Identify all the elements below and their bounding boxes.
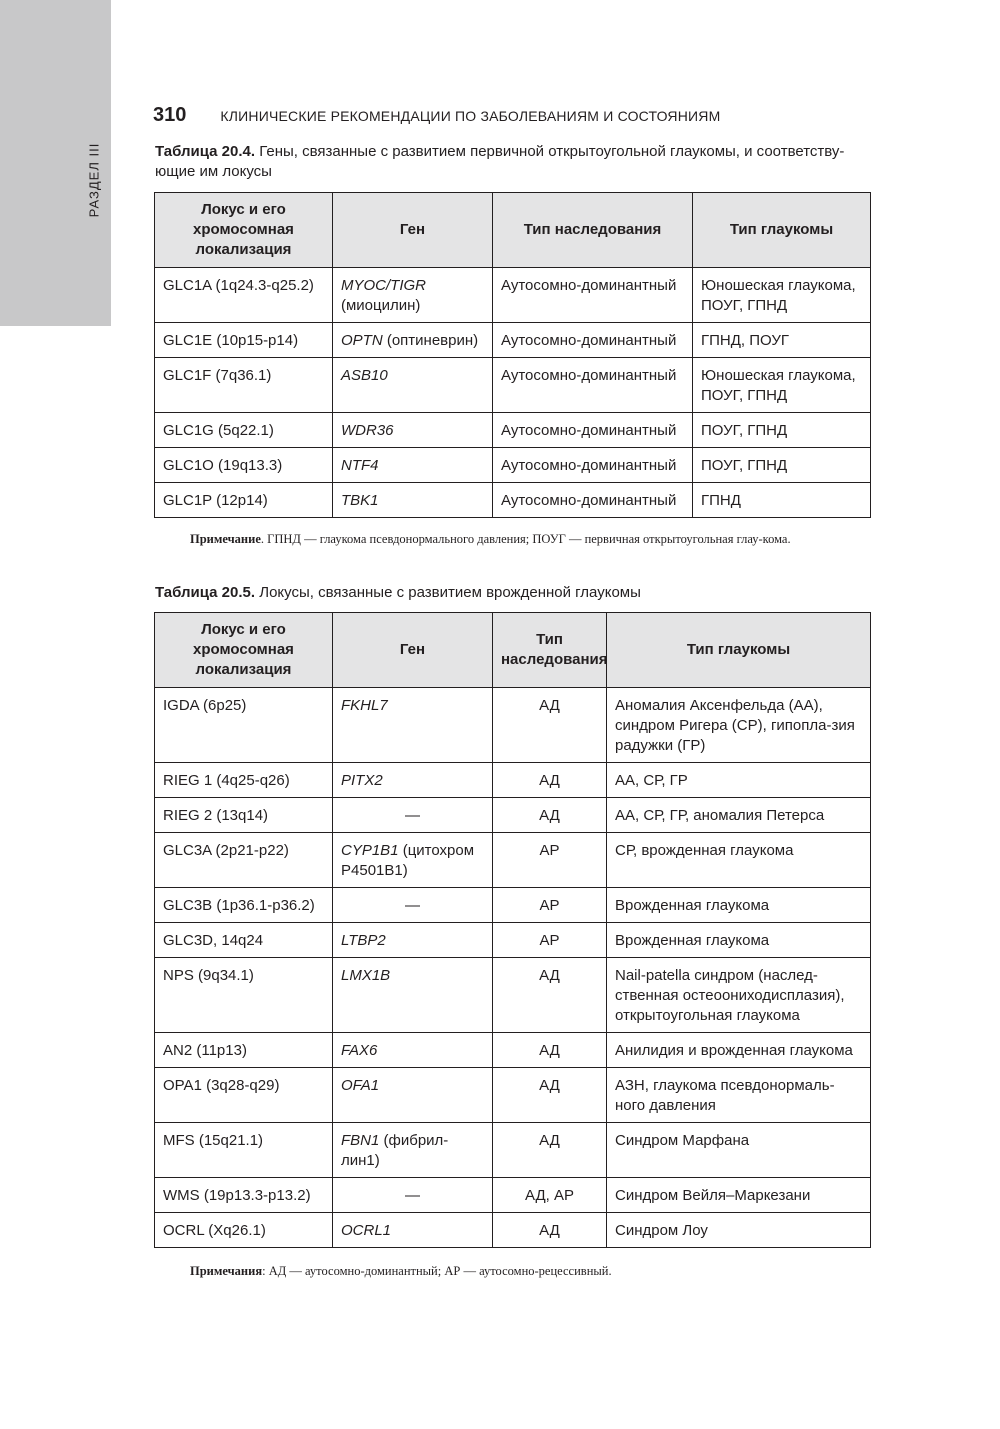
gene-protein-name: (миоцилин) xyxy=(341,297,421,314)
gene-cell xyxy=(333,958,493,1033)
table-row xyxy=(155,483,871,518)
table-20-4-caption-label: Таблица 20.4. xyxy=(155,143,256,160)
gene-protein-name: (цитохром P4501B1) xyxy=(341,842,475,879)
gene-symbol: PITX2 xyxy=(341,772,383,789)
table-row xyxy=(155,448,871,483)
gene-symbol: — xyxy=(405,897,420,914)
gene-symbol: CYP1B1 xyxy=(341,842,399,859)
column-header-glaucoma-type: Тип глаукомы xyxy=(607,613,871,688)
locus-cell: GLC1G (5q22.1) xyxy=(155,413,333,448)
inheritance-cell: АР xyxy=(493,923,607,958)
glaucoma-type-cell: ПОУГ, ГПНД xyxy=(693,413,871,448)
table-row xyxy=(155,888,871,923)
table-20-4 xyxy=(154,192,871,518)
gene-symbol: — xyxy=(405,807,420,824)
table-20-5-body xyxy=(155,688,871,1248)
glaucoma-type-cell: Юношеская глаукома, ПОУГ, ГПНД xyxy=(693,358,871,413)
glaucoma-type-cell: ПОУГ, ГПНД xyxy=(693,448,871,483)
gene-symbol: OFA1 xyxy=(341,1077,380,1094)
table-row xyxy=(155,923,871,958)
gene-symbol: LMX1B xyxy=(341,967,391,984)
gene-cell xyxy=(333,798,493,833)
column-header-locus: Локус и его хромосомная локализация xyxy=(155,193,333,268)
gene-symbol: FAX6 xyxy=(341,1042,378,1059)
gene-cell xyxy=(333,323,493,358)
table-header-row xyxy=(155,193,871,268)
table-20-4-note-text: . ГПНД — глаукома псевдонормального давления; ПОУГ — первичная открытоугольная глау-кома. xyxy=(260,532,791,546)
table-20-4-note-label: Примечание xyxy=(190,532,261,546)
locus-cell: IGDA (6p25) xyxy=(155,688,333,763)
gene-symbol: FBN1 xyxy=(341,1132,380,1149)
table-20-4-body xyxy=(155,268,871,518)
column-header-gene: Ген xyxy=(333,613,493,688)
gene-symbol: FKHL7 xyxy=(341,697,388,714)
locus-cell: GLC1A (1q24.3-q25.2) xyxy=(155,268,333,323)
gene-symbol: NTF4 xyxy=(341,457,379,474)
gene-cell xyxy=(333,923,493,958)
running-header-title: КЛИНИЧЕСКИЕ РЕКОМЕНДАЦИИ ПО ЗАБОЛЕВАНИЯМ И СОСТОЯНИЯМ xyxy=(220,108,721,124)
gene-cell xyxy=(333,413,493,448)
glaucoma-type-cell: ГПНД xyxy=(693,483,871,518)
glaucoma-type-cell: Аномалия Аксенфельда (АА), синдром Ригера (СР), гипопла-зия радужки (ГР) xyxy=(607,688,871,763)
glaucoma-type-cell: Анилидия и врожденная глаукома xyxy=(607,1033,871,1068)
table-20-5-caption-label: Таблица 20.5. xyxy=(155,584,256,601)
gene-cell xyxy=(333,1123,493,1178)
table-row xyxy=(155,1178,871,1213)
column-header-inheritance: Тип наследования xyxy=(493,193,693,268)
inheritance-cell: АД xyxy=(493,798,607,833)
gene-protein-name: (фибрил-лин1) xyxy=(341,1132,449,1169)
gene-symbol: TBK1 xyxy=(341,492,379,509)
inheritance-cell: АР xyxy=(493,888,607,923)
inheritance-cell: АД xyxy=(493,1033,607,1068)
locus-cell: GLC3D, 14q24 xyxy=(155,923,333,958)
locus-cell: GLC1P (12p14) xyxy=(155,483,333,518)
table-header-row xyxy=(155,613,871,688)
inheritance-cell: АД xyxy=(493,1068,607,1123)
locus-cell: MFS (15q21.1) xyxy=(155,1123,333,1178)
locus-cell: OPA1 (3q28-q29) xyxy=(155,1068,333,1123)
locus-cell: GLC1E (10p15-p14) xyxy=(155,323,333,358)
column-header-gene: Ген xyxy=(333,193,493,268)
table-row xyxy=(155,763,871,798)
inheritance-cell: АД xyxy=(493,688,607,763)
locus-cell: GLC3A (2p21-p22) xyxy=(155,833,333,888)
running-header xyxy=(153,104,720,127)
locus-cell: GLC1O (19q13.3) xyxy=(155,448,333,483)
glaucoma-type-cell: СР, врожденная глаукома xyxy=(607,833,871,888)
glaucoma-type-cell: Врожденная глаукома xyxy=(607,888,871,923)
table-20-5-caption-text: Локусы, связанные с развитием врожденной глаукомы xyxy=(255,584,641,601)
gene-symbol: OPTN xyxy=(341,332,383,349)
column-header-locus: Локус и его хромосомная локализация xyxy=(155,613,333,688)
table-row xyxy=(155,1123,871,1178)
table-row xyxy=(155,1213,871,1248)
table-row xyxy=(155,833,871,888)
locus-cell: RIEG 2 (13q14) xyxy=(155,798,333,833)
table-row xyxy=(155,1068,871,1123)
inheritance-cell: АД xyxy=(493,1123,607,1178)
inheritance-cell: Аутосомно-доминантный xyxy=(493,413,693,448)
glaucoma-type-cell: АА, СР, ГР, аномалия Петерса xyxy=(607,798,871,833)
locus-cell: GLC1F (7q36.1) xyxy=(155,358,333,413)
table-row xyxy=(155,413,871,448)
gene-symbol: — xyxy=(405,1187,420,1204)
table-20-4-note xyxy=(190,531,870,548)
table-20-5-note xyxy=(190,1263,870,1280)
column-header-inheritance: Тип наследования xyxy=(493,613,607,688)
inheritance-cell: АД xyxy=(493,1213,607,1248)
inheritance-cell: Аутосомно-доминантный xyxy=(493,323,693,358)
inheritance-cell: АР xyxy=(493,833,607,888)
table-20-5 xyxy=(154,612,871,1248)
table-20-4-caption xyxy=(155,142,870,182)
locus-cell: WMS (19p13.3-p13.2) xyxy=(155,1178,333,1213)
inheritance-cell: Аутосомно-доминантный xyxy=(493,483,693,518)
locus-cell: AN2 (11p13) xyxy=(155,1033,333,1068)
locus-cell: OCRL (Xq26.1) xyxy=(155,1213,333,1248)
gene-protein-name: (оптиневрин) xyxy=(382,332,479,349)
table-row xyxy=(155,358,871,413)
table-20-5-caption xyxy=(155,583,870,603)
gene-cell xyxy=(333,1068,493,1123)
gene-cell xyxy=(333,268,493,323)
table-20-5-note-text: : АД — аутосомно-доминантный; АР — аутосомно-рецессивный. xyxy=(262,1264,612,1278)
inheritance-cell: АД xyxy=(493,763,607,798)
column-header-glaucoma-type: Тип глаукомы xyxy=(693,193,871,268)
glaucoma-type-cell: Синдром Марфана xyxy=(607,1123,871,1178)
glaucoma-type-cell: АА, СР, ГР xyxy=(607,763,871,798)
gene-cell xyxy=(333,483,493,518)
glaucoma-type-cell: ГПНД, ПОУГ xyxy=(693,323,871,358)
gene-symbol: MYOC/TIGR xyxy=(341,277,426,294)
gene-cell xyxy=(333,448,493,483)
inheritance-cell: АД xyxy=(493,958,607,1033)
inheritance-cell: Аутосомно-доминантный xyxy=(493,358,693,413)
glaucoma-type-cell: Юношеская глаукома, ПОУГ, ГПНД xyxy=(693,268,871,323)
glaucoma-type-cell: АЗН, глаукома псевдонормаль-ного давления xyxy=(607,1068,871,1123)
locus-cell: NPS (9q34.1) xyxy=(155,958,333,1033)
table-row xyxy=(155,323,871,358)
gene-cell xyxy=(333,763,493,798)
table-row xyxy=(155,798,871,833)
table-20-5-note-label: Примечания xyxy=(190,1264,263,1278)
gene-cell xyxy=(333,688,493,763)
gene-cell xyxy=(333,833,493,888)
glaucoma-type-cell: Синдром Лоу xyxy=(607,1213,871,1248)
section-label: РАЗДЕЛ III xyxy=(86,142,102,218)
page-number: 310 xyxy=(153,104,187,126)
gene-symbol: WDR36 xyxy=(341,422,394,439)
glaucoma-type-cell: Врожденная глаукома xyxy=(607,923,871,958)
gene-cell xyxy=(333,1178,493,1213)
locus-cell: RIEG 1 (4q25-q26) xyxy=(155,763,333,798)
inheritance-cell: Аутосомно-доминантный xyxy=(493,448,693,483)
table-row xyxy=(155,958,871,1033)
inheritance-cell: Аутосомно-доминантный xyxy=(493,268,693,323)
gene-symbol: ASB10 xyxy=(341,367,388,384)
inheritance-cell: АД, АР xyxy=(493,1178,607,1213)
table-20-4-caption-text: Гены, связанные с развитием первичной открытоугольной глаукомы, и соответству-ющие им локусы xyxy=(155,143,845,180)
gene-cell xyxy=(333,888,493,923)
table-row xyxy=(155,688,871,763)
table-row xyxy=(155,1033,871,1068)
section-side-tab xyxy=(0,0,111,326)
gene-cell xyxy=(333,1213,493,1248)
gene-cell xyxy=(333,358,493,413)
gene-cell xyxy=(333,1033,493,1068)
gene-symbol: OCRL1 xyxy=(341,1222,392,1239)
gene-symbol: LTBP2 xyxy=(341,932,386,949)
glaucoma-type-cell: Синдром Вейля–Маркезани xyxy=(607,1178,871,1213)
locus-cell: GLC3B (1p36.1-p36.2) xyxy=(155,888,333,923)
glaucoma-type-cell: Nail-patella синдром (наслед-ственная остеоониходисплазия), открытоугольная глаукома xyxy=(607,958,871,1033)
table-row xyxy=(155,268,871,323)
